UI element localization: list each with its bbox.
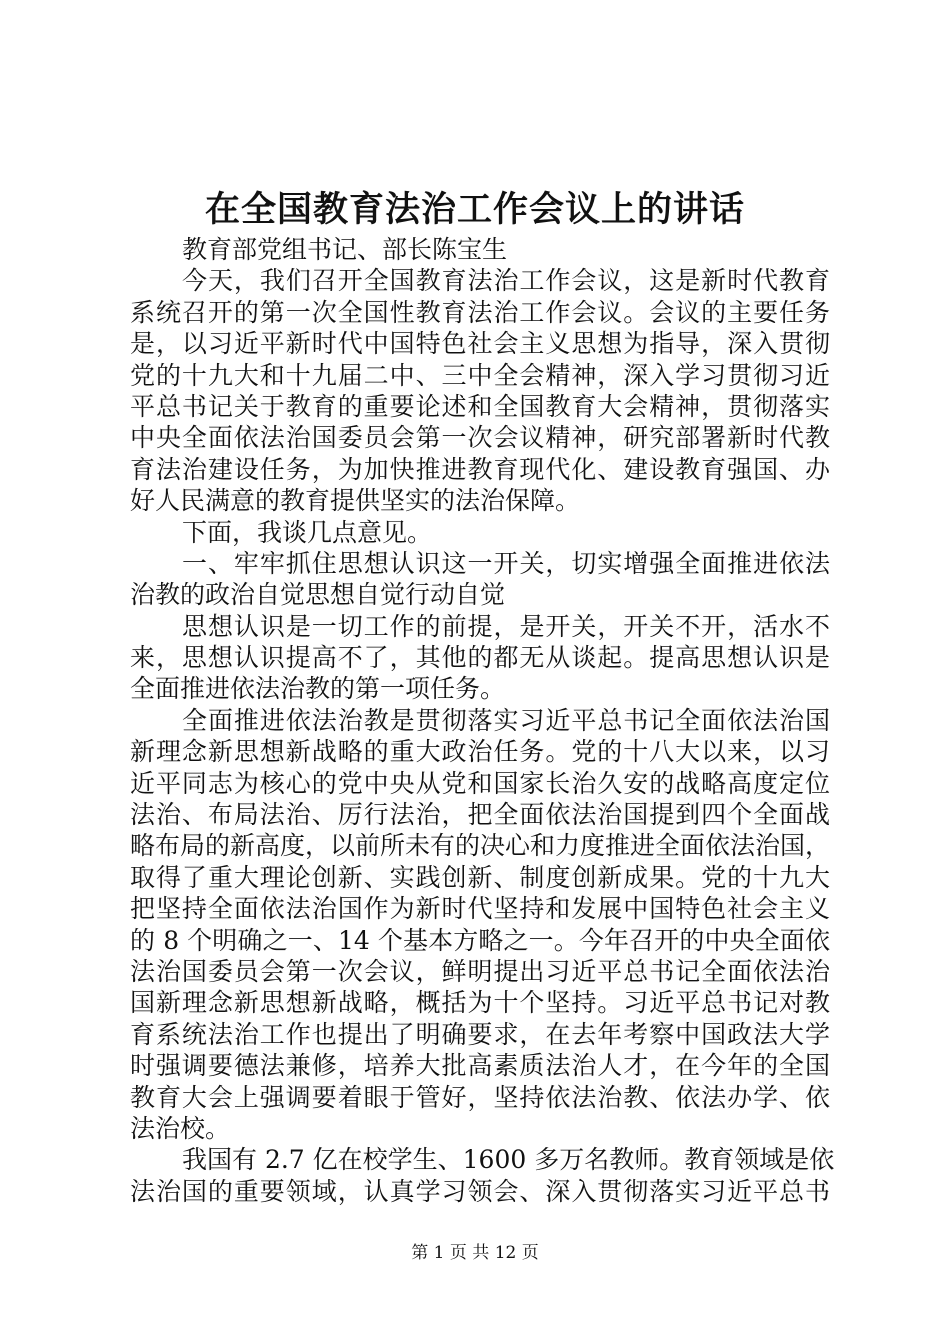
text-line: 一、牢牢抓住思想认识这一开关，切实增强全面推进依法 [182,548,830,578]
text-line: 法治、布局法治、厉行法治，把全面依法治国提到四个全面战 [130,800,830,830]
text-line: 思想认识是一切工作的前提，是开关，开关不开，活水不 [182,611,830,641]
text-line: 我国有 2.7 亿在校学生、1600 多万名教师。教育领域是依 [182,1145,835,1175]
text-line: 法治国委员会第一次会议，鲜明提出习近平总书记全面依法治 [130,956,830,986]
text-line: 的 8 个明确之一、14 个基本方略之一。今年召开的中央全面依 [130,925,830,955]
text-line: 全面推进依法治教的第一项任务。 [130,674,506,704]
text-line: 法治国的重要领域，认真学习领会、深入贯彻落实习近平总书 [130,1176,830,1206]
text-line: 来，思想认识提高不了，其他的都无从谈起。提高思想认识是 [130,643,830,673]
text-line: 党的十九大和十九届二中、三中全会精神，深入学习贯彻习近 [130,360,830,390]
text-line: 全面推进依法治教是贯彻落实习近平总书记全面依法治国 [182,705,830,735]
text-line: 下面，我谈几点意见。 [182,517,433,547]
text-line: 系统召开的第一次全国性教育法治工作会议。会议的主要任务 [130,297,830,327]
text-line: 平总书记关于教育的重要论述和全国教育大会精神，贯彻落实 [130,391,830,421]
text-line: 略布局的新高度，以前所未有的决心和力度推进全面依法治国， [130,831,831,861]
text-line: 近平同志为核心的党中央从党和国家长治久安的战略高度定位 [130,768,830,798]
text-line: 治教的政治自觉思想自觉行动自觉 [130,580,506,610]
document-body [130,234,835,1207]
text-line: 育法治建设任务，为加快推进教育现代化、建设教育强国、办 [130,454,830,484]
text-line: 法治校。 [130,1113,231,1143]
text-line: 教育部党组书记、部长陈宝生 [182,235,508,264]
text-line: 中央全面依法治国委员会第一次会议精神，研究部署新时代教 [130,423,830,453]
text-line: 今天，我们召开全国教育法治工作会议，这是新时代教育 [182,266,830,296]
text-line: 时强调要德法兼修，培养大批高素质法治人才，在今年的全国 [130,1051,830,1081]
text-line: 把坚持全面依法治国作为新时代坚持和发展中国特色社会主义 [130,894,830,924]
page-footer: 第 1 页 共 12 页 [411,1243,539,1263]
text-line: 是，以习近平新时代中国特色社会主义思想为指导，深入贯彻 [130,329,830,359]
document-title: 在全国教育法治工作会议上的讲话 [204,189,745,230]
text-line: 新理念新思想新战略的重大政治任务。党的十八大以来，以习 [130,737,830,767]
text-line: 取得了重大理论创新、实践创新、制度创新成果。党的十九大 [130,862,830,892]
text-line: 好人民满意的教育提供坚实的法治保障。 [130,486,581,516]
text-line: 教育大会上强调要着眼于管好，坚持依法治教、依法办学、依 [130,1082,830,1112]
text-line: 育系统法治工作也提出了明确要求，在去年考察中国政法大学 [130,1019,830,1049]
text-line: 国新理念新思想新战略，概括为十个坚持。习近平总书记对教 [130,988,830,1018]
